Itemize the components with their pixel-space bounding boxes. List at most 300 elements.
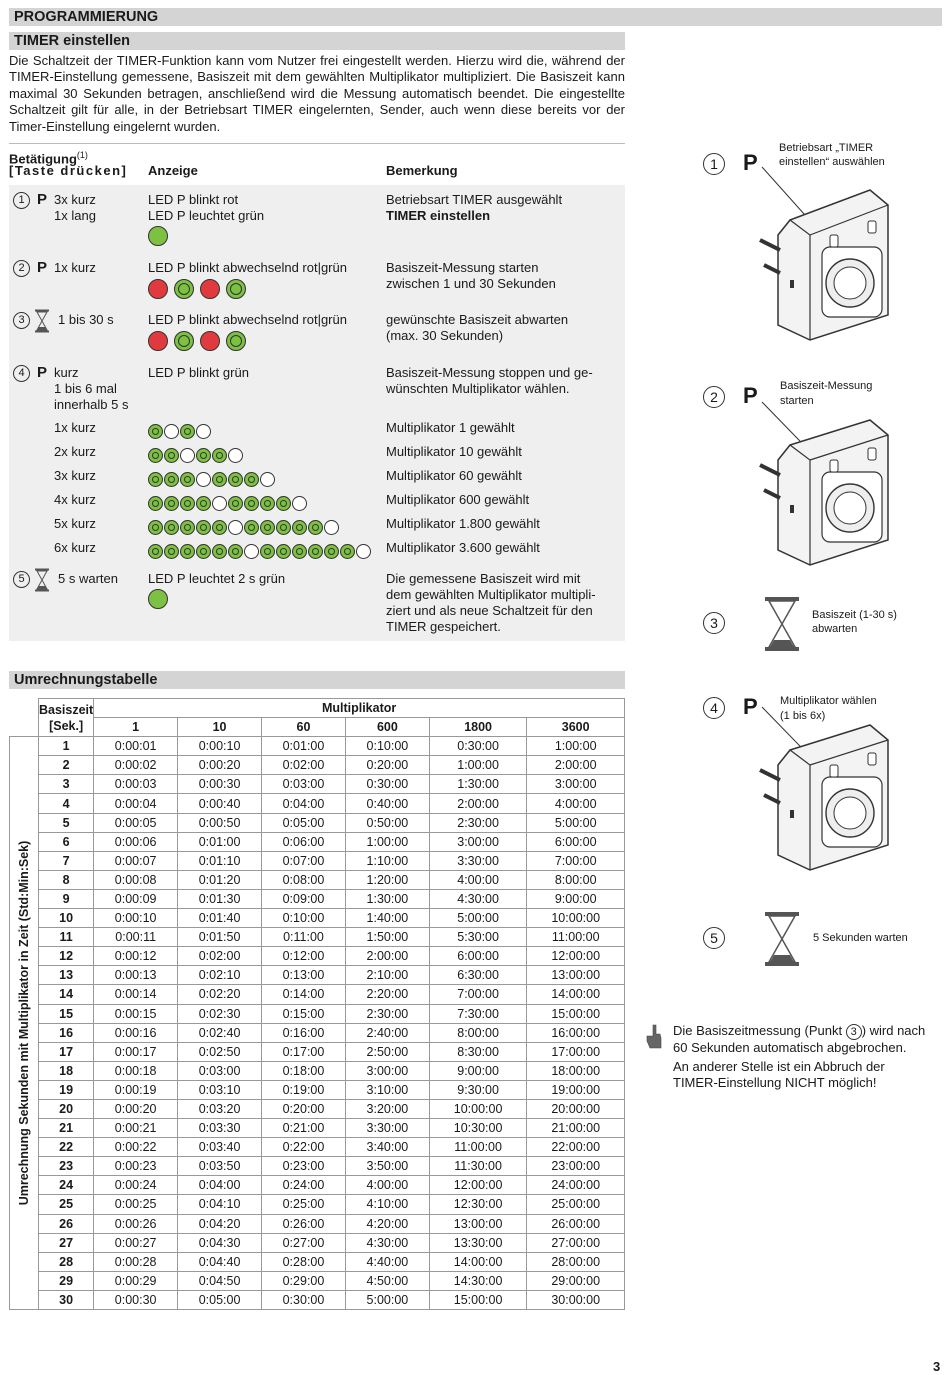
step-1-action-2: 1x lang: [54, 208, 96, 223]
table-row: [10, 1195, 625, 1214]
figure-5-caption: 5 Sekunden warten: [813, 932, 908, 944]
figure-4-caption-2: (1 bis 6x): [780, 710, 826, 722]
col-header: 600: [345, 718, 429, 737]
hourglass-icon: [34, 309, 50, 333]
time-cell: 15:00:00: [527, 1004, 625, 1023]
table-row: [10, 1157, 625, 1176]
col-header: 10: [178, 718, 262, 737]
time-cell: 15:00:00: [429, 1290, 527, 1309]
basis-cell: 30: [39, 1290, 94, 1309]
led-green-icon: [340, 544, 355, 559]
time-cell: 29:00:00: [527, 1271, 625, 1290]
time-cell: 1:30:00: [345, 889, 429, 908]
led-green-icon: [228, 496, 243, 511]
time-cell: 9:00:00: [429, 1061, 527, 1080]
time-cell: 14:00:00: [429, 1252, 527, 1271]
time-cell: 14:30:00: [429, 1271, 527, 1290]
table-row: [10, 1042, 625, 1061]
table-row: [10, 737, 625, 756]
time-cell: 0:00:17: [94, 1042, 178, 1061]
led-green-icon: [228, 544, 243, 559]
time-cell: 0:02:20: [178, 985, 262, 1004]
time-cell: 3:20:00: [345, 1099, 429, 1118]
time-cell: 0:00:10: [178, 737, 262, 756]
time-cell: 2:50:00: [345, 1042, 429, 1061]
figure-4-number: 4: [703, 697, 725, 719]
figure-3-caption-1: Basiszeit (1-30 s): [812, 609, 897, 621]
step-3-number: 3: [13, 312, 30, 329]
time-cell: 13:00:00: [429, 1214, 527, 1233]
table-row: [10, 794, 625, 813]
time-cell: 0:23:00: [262, 1157, 346, 1176]
time-cell: 4:00:00: [429, 870, 527, 889]
time-cell: 0:04:00: [262, 794, 346, 813]
step-5-remark-4: TIMER gespeichert.: [386, 619, 501, 634]
basis-cell: 9: [39, 889, 94, 908]
basis-cell: 25: [39, 1195, 94, 1214]
led-red-icon: [148, 279, 168, 299]
time-cell: 11:30:00: [429, 1157, 527, 1176]
time-cell: 0:00:01: [94, 737, 178, 756]
mult-5-remark: Multiplikator 1.800 gewählt: [386, 516, 540, 531]
step-5-remark-3: ziert und als neue Schaltzeit für den: [386, 603, 593, 618]
basis-cell: 19: [39, 1080, 94, 1099]
time-cell: 0:03:40: [178, 1138, 262, 1157]
time-cell: 8:00:00: [527, 870, 625, 889]
multiplier-header: Multiplikator: [94, 699, 625, 718]
time-cell: 11:00:00: [429, 1138, 527, 1157]
time-cell: 1:40:00: [345, 909, 429, 928]
p-key-icon: P: [37, 259, 48, 276]
time-cell: 0:26:00: [262, 1214, 346, 1233]
basis-cell: 16: [39, 1023, 94, 1042]
led-green-icon: [196, 520, 211, 535]
step-4-remark-1: Basiszeit-Messung stoppen und ge-: [386, 365, 593, 380]
step-3-action: 1 bis 30 s: [58, 312, 114, 327]
basis-cell: 6: [39, 832, 94, 851]
time-cell: 10:30:00: [429, 1119, 527, 1138]
table-row: [10, 1214, 625, 1233]
time-cell: 5:30:00: [429, 928, 527, 947]
time-cell: 0:40:00: [345, 794, 429, 813]
time-cell: 28:00:00: [527, 1252, 625, 1271]
led-green-icon: [180, 472, 195, 487]
time-cell: 16:00:00: [527, 1023, 625, 1042]
time-cell: 0:08:00: [262, 870, 346, 889]
table-row: [10, 1119, 625, 1138]
table-row: [10, 1138, 625, 1157]
time-cell: 0:02:00: [178, 947, 262, 966]
time-cell: 0:00:28: [94, 1252, 178, 1271]
time-cell: 2:20:00: [345, 985, 429, 1004]
col-bemerkung: Bemerkung: [386, 163, 458, 178]
led-green-icon: [276, 544, 291, 559]
time-cell: 4:00:00: [345, 1176, 429, 1195]
time-cell: 0:24:00: [262, 1176, 346, 1195]
time-cell: 0:00:22: [94, 1138, 178, 1157]
time-cell: 0:01:40: [178, 909, 262, 928]
time-cell: 2:30:00: [345, 1004, 429, 1023]
time-cell: 0:00:02: [94, 756, 178, 775]
time-cell: 0:01:50: [178, 928, 262, 947]
basis-cell: 27: [39, 1233, 94, 1252]
step-5-number: 5: [13, 571, 30, 588]
time-cell: 0:22:00: [262, 1138, 346, 1157]
side-label-text: Umrechnung Sekunden mit Multiplikator in Zeit (Std:Min:Sek): [17, 840, 31, 1206]
time-cell: 0:01:00: [262, 737, 346, 756]
mult-1-action: 1x kurz: [54, 420, 96, 435]
time-cell: 11:00:00: [527, 928, 625, 947]
time-cell: 0:03:10: [178, 1080, 262, 1099]
col-betaetigung: Betätigung$^{(1)}$: [9, 150, 88, 167]
time-cell: 0:20:00: [262, 1099, 346, 1118]
basis-cell: 13: [39, 966, 94, 985]
time-cell: 5:00:00: [527, 813, 625, 832]
time-cell: 7:30:00: [429, 1004, 527, 1023]
time-cell: 0:00:24: [94, 1176, 178, 1195]
led-green-icon: [148, 448, 163, 463]
time-cell: 4:40:00: [345, 1252, 429, 1271]
hourglass-icon: [763, 911, 801, 967]
step-1-remark-2: TIMER einstellen: [386, 208, 491, 223]
time-cell: 0:00:20: [94, 1099, 178, 1118]
time-cell: 6:30:00: [429, 966, 527, 985]
step-5-remark-2: dem gewählten Multiplikator multipli-: [386, 587, 596, 602]
time-cell: 0:03:30: [178, 1119, 262, 1138]
page-number: 3: [933, 1359, 941, 1374]
basis-cell: 4: [39, 794, 94, 813]
mult-4-action: 4x kurz: [54, 492, 96, 507]
time-cell: 20:00:00: [527, 1099, 625, 1118]
led-off-icon: [196, 472, 211, 487]
mult-2-led-pattern: [148, 448, 243, 463]
time-cell: 0:00:20: [178, 756, 262, 775]
time-cell: 2:30:00: [429, 813, 527, 832]
time-cell: 6:00:00: [527, 832, 625, 851]
time-cell: 0:04:40: [178, 1252, 262, 1271]
table-row: [10, 1061, 625, 1080]
led-green-icon: [164, 448, 179, 463]
led-green-icon: [196, 544, 211, 559]
note-line-2: 60 Sekunden automatisch abgebrochen.: [673, 1040, 907, 1055]
time-cell: 0:02:10: [178, 966, 262, 985]
time-cell: 19:00:00: [527, 1080, 625, 1099]
led-green-icon: [180, 520, 195, 535]
mult-6-action: 6x kurz: [54, 540, 96, 555]
time-cell: 0:00:29: [94, 1271, 178, 1290]
table-row: [10, 870, 625, 889]
time-cell: 0:02:00: [262, 756, 346, 775]
step-2-display: LED P blinkt abwechselnd rot|grün: [148, 260, 347, 275]
time-cell: 0:01:20: [178, 870, 262, 889]
step-1-remark-1: Betriebsart TIMER ausgewählt: [386, 192, 563, 207]
hourglass-icon: [34, 568, 50, 592]
time-cell: 0:14:00: [262, 985, 346, 1004]
time-cell: 3:00:00: [345, 1061, 429, 1080]
time-cell: 3:00:00: [527, 775, 625, 794]
led-green-icon: [174, 279, 194, 299]
time-cell: 25:00:00: [527, 1195, 625, 1214]
mult-5-action: 5x kurz: [54, 516, 96, 531]
basis-cell: 3: [39, 775, 94, 794]
led-green-icon: [244, 472, 259, 487]
basis-cell: 23: [39, 1157, 94, 1176]
time-cell: 0:00:03: [94, 775, 178, 794]
p-key-icon: P: [743, 383, 758, 408]
time-cell: 12:00:00: [429, 1176, 527, 1195]
figure-1-caption-1: Betriebsart „TIMER: [779, 142, 874, 154]
mult-3-remark: Multiplikator 60 gewählt: [386, 468, 522, 483]
led-green-icon: [226, 279, 246, 299]
time-cell: 22:00:00: [527, 1138, 625, 1157]
step-4-action-2: 1 bis 6 mal: [54, 381, 117, 396]
time-cell: 0:00:16: [94, 1023, 178, 1042]
time-cell: 4:30:00: [345, 1233, 429, 1252]
time-cell: 7:00:00: [527, 851, 625, 870]
time-cell: 5:00:00: [429, 909, 527, 928]
basis-cell: 15: [39, 1004, 94, 1023]
time-cell: 0:05:00: [178, 1290, 262, 1309]
basis-cell: 22: [39, 1138, 94, 1157]
time-cell: 2:00:00: [429, 794, 527, 813]
mult-2-action: 2x kurz: [54, 444, 96, 459]
time-cell: 2:00:00: [345, 947, 429, 966]
led-green-icon: [260, 496, 275, 511]
socket-device-image: [750, 705, 900, 875]
led-green-icon: [148, 544, 163, 559]
step-1-number: 1: [13, 192, 30, 209]
led-green-icon: [308, 520, 323, 535]
led-off-icon: [324, 520, 339, 535]
time-cell: 1:10:00: [345, 851, 429, 870]
time-cell: 0:02:50: [178, 1042, 262, 1061]
led-green-icon: [292, 520, 307, 535]
step-4-number: 4: [13, 365, 30, 382]
figure-2-number: 2: [703, 386, 725, 408]
time-cell: 0:30:00: [345, 775, 429, 794]
time-cell: 0:00:18: [94, 1061, 178, 1080]
mult-1-remark: Multiplikator 1 gewählt: [386, 420, 515, 435]
led-green-icon: [260, 520, 275, 535]
time-cell: 0:00:30: [178, 775, 262, 794]
step-1-display-2: LED P leuchtet grün: [148, 208, 265, 223]
time-cell: 0:00:15: [94, 1004, 178, 1023]
time-cell: 0:00:06: [94, 832, 178, 851]
led-green-icon: [164, 472, 179, 487]
led-green-icon: [148, 496, 163, 511]
time-cell: 0:04:50: [178, 1271, 262, 1290]
time-cell: 0:00:05: [94, 813, 178, 832]
basis-cell: 20: [39, 1099, 94, 1118]
table-row: [10, 756, 625, 775]
time-cell: 12:00:00: [527, 947, 625, 966]
step-5-display: LED P leuchtet 2 s grün: [148, 571, 286, 586]
time-cell: 26:00:00: [527, 1214, 625, 1233]
led-off-icon: [212, 496, 227, 511]
time-cell: 13:30:00: [429, 1233, 527, 1252]
figure-4-caption-1: Multiplikator wählen: [780, 695, 877, 707]
led-green-icon: [196, 496, 211, 511]
basis-cell: 10: [39, 909, 94, 928]
time-cell: 23:00:00: [527, 1157, 625, 1176]
table-row: [10, 947, 625, 966]
led-off-icon: [292, 496, 307, 511]
time-cell: 0:10:00: [345, 737, 429, 756]
time-cell: 0:00:11: [94, 928, 178, 947]
table-row: [10, 813, 625, 832]
time-cell: 0:00:12: [94, 947, 178, 966]
step-3-remark-2: (max. 30 Sekunden): [386, 328, 504, 343]
time-cell: 0:21:00: [262, 1119, 346, 1138]
socket-device-image: [750, 165, 900, 345]
time-cell: 0:00:21: [94, 1119, 178, 1138]
time-cell: 0:29:00: [262, 1271, 346, 1290]
time-cell: 0:02:40: [178, 1023, 262, 1042]
basis-cell: 29: [39, 1271, 94, 1290]
basis-cell: 18: [39, 1061, 94, 1080]
col-header: 1: [94, 718, 178, 737]
led-red-icon: [148, 331, 168, 351]
p-key-icon: P: [37, 191, 48, 208]
time-cell: 0:00:30: [94, 1290, 178, 1309]
time-cell: 3:40:00: [345, 1138, 429, 1157]
time-cell: 27:00:00: [527, 1233, 625, 1252]
time-cell: 0:00:04: [94, 794, 178, 813]
note-line-3: An anderer Stelle ist ein Abbruch der: [673, 1059, 885, 1074]
time-cell: 4:00:00: [527, 794, 625, 813]
time-cell: 4:50:00: [345, 1271, 429, 1290]
time-cell: 0:16:00: [262, 1023, 346, 1042]
time-cell: 0:13:00: [262, 966, 346, 985]
mult-4-remark: Multiplikator 600 gewählt: [386, 492, 530, 507]
time-cell: 0:03:50: [178, 1157, 262, 1176]
time-cell: 0:30:00: [429, 737, 527, 756]
led-green-icon: [164, 544, 179, 559]
time-cell: 24:00:00: [527, 1176, 625, 1195]
time-cell: 3:30:00: [429, 851, 527, 870]
led-green-icon: [212, 472, 227, 487]
led-green-icon: [212, 544, 227, 559]
time-cell: 8:30:00: [429, 1042, 527, 1061]
col-header: 3600: [527, 718, 625, 737]
basis-cell: 21: [39, 1119, 94, 1138]
basis-cell: 11: [39, 928, 94, 947]
time-cell: 3:50:00: [345, 1157, 429, 1176]
table-row: [10, 1252, 625, 1271]
time-cell: 3:10:00: [345, 1080, 429, 1099]
time-cell: 0:00:25: [94, 1195, 178, 1214]
table-row: [10, 775, 625, 794]
led-green-icon: [174, 331, 194, 351]
time-cell: 30:00:00: [527, 1290, 625, 1309]
time-cell: 13:00:00: [527, 966, 625, 985]
basis-cell: 7: [39, 851, 94, 870]
led-green-icon: [164, 520, 179, 535]
intro-paragraph: Die Schaltzeit der TIMER-Funktion kann vom Nutzer frei eingestellt werden. Hierzu wird die, während der TIMER-Einstellung gemessene, Basiszeit mit dem gewählten Multiplikator multipliziert. Die Basiszeit kann maximal 30 Sekunden betragen, anschließend wird die Messung automatisch beendet. Die eingestellte Schaltzeit gilt für alle, in der Betriebsart TIMER eingelernten, Sender, auch wenn diese bereits vor der Timer-Einstellung eingelernt wurden.: [9, 53, 625, 134]
time-cell: 0:12:00: [262, 947, 346, 966]
note-line-4: TIMER-Einstellung NICHT möglich!: [673, 1075, 877, 1090]
basis-cell: 14: [39, 985, 94, 1004]
led-off-icon: [260, 472, 275, 487]
table-row: [10, 1080, 625, 1099]
led-green-icon: [180, 544, 195, 559]
time-cell: 21:00:00: [527, 1119, 625, 1138]
time-cell: 17:00:00: [527, 1042, 625, 1061]
figure-1-number: 1: [703, 153, 725, 175]
step-2-number: 2: [13, 260, 30, 277]
step-1-display-1: LED P blinkt rot: [148, 192, 239, 207]
led-green-icon: [244, 496, 259, 511]
basis-cell: 8: [39, 870, 94, 889]
led-green-icon: [276, 496, 291, 511]
time-cell: 4:10:00: [345, 1195, 429, 1214]
time-cell: 12:30:00: [429, 1195, 527, 1214]
step-4-action-3: innerhalb 5 s: [54, 397, 129, 412]
led-green-icon: [196, 448, 211, 463]
figure-5-number: 5: [703, 927, 725, 949]
table-row: [10, 851, 625, 870]
step-5-remark-1: Die gemessene Basiszeit wird mit: [386, 571, 581, 586]
led-off-icon: [180, 448, 195, 463]
led-red-icon: [200, 331, 220, 351]
basis-cell: 24: [39, 1176, 94, 1195]
table-row: [10, 1004, 625, 1023]
time-cell: 0:10:00: [262, 909, 346, 928]
socket-device-image: [750, 400, 900, 570]
conversion-title: Umrechnungstabelle: [9, 671, 625, 689]
time-cell: 0:00:10: [94, 909, 178, 928]
time-cell: 3:30:00: [345, 1119, 429, 1138]
led-green-icon: [164, 496, 179, 511]
note-line-1: Die Basiszeitmessung (Punkt 3 ) wird nach: [673, 1023, 926, 1038]
time-cell: 0:00:26: [94, 1214, 178, 1233]
figure-3-number: 3: [703, 612, 725, 634]
p-key-icon: P: [743, 150, 758, 175]
led-off-icon: [244, 544, 259, 559]
step-4-remark-2: wünschten Multiplikator wählen.: [386, 381, 570, 396]
time-cell: 6:00:00: [429, 947, 527, 966]
step-2-remark-2: zwischen 1 und 30 Sekunden: [386, 276, 556, 291]
time-cell: 1:00:00: [429, 756, 527, 775]
time-cell: 0:00:08: [94, 870, 178, 889]
time-cell: 0:06:00: [262, 832, 346, 851]
figure-2-caption-2: starten: [780, 395, 814, 407]
time-cell: 0:02:30: [178, 1004, 262, 1023]
table-row: [10, 1176, 625, 1195]
led-red-icon: [200, 279, 220, 299]
time-cell: 0:03:20: [178, 1099, 262, 1118]
time-cell: 10:00:00: [429, 1099, 527, 1118]
step-2-remark-1: Basiszeit-Messung starten: [386, 260, 539, 275]
table-row: [10, 1271, 625, 1290]
time-cell: 0:00:09: [94, 889, 178, 908]
table-row: [10, 966, 625, 985]
time-cell: 4:20:00: [345, 1214, 429, 1233]
time-cell: 5:00:00: [345, 1290, 429, 1309]
basis-cell: 26: [39, 1214, 94, 1233]
step-5-action: 5 s warten: [58, 571, 118, 586]
time-cell: 0:04:20: [178, 1214, 262, 1233]
mult-3-led-pattern: [148, 472, 275, 487]
led-green-icon: [212, 520, 227, 535]
section-title: PROGRAMMIERUNG: [9, 8, 942, 26]
led-green-icon: [148, 226, 168, 246]
time-cell: 0:28:00: [262, 1252, 346, 1271]
time-cell: 0:01:10: [178, 851, 262, 870]
time-cell: 0:03:00: [178, 1061, 262, 1080]
col-taste: [Taste drücken]: [9, 163, 128, 178]
time-cell: 7:00:00: [429, 985, 527, 1004]
